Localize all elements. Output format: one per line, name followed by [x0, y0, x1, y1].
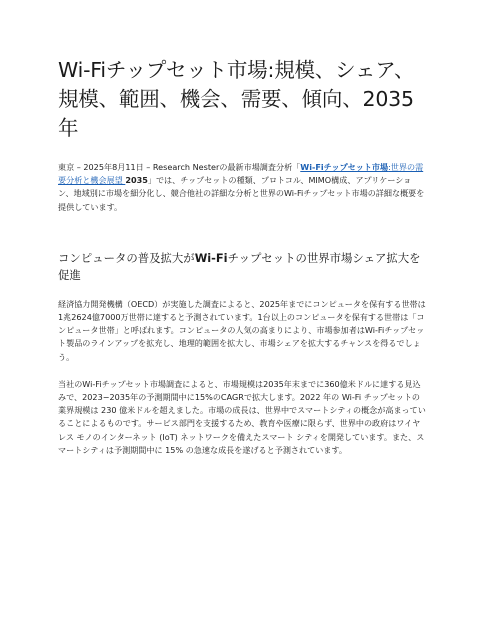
section-heading [58, 250, 426, 284]
lead-text-before: 東京 – 2025年8月11日 – Research Nesterの最新市場調査分析「 [58, 162, 301, 172]
lead-bold-year: 2035 [125, 175, 148, 186]
section-heading-part-1: コンピュータの普及拡大が [58, 250, 195, 265]
lead-paragraph [58, 161, 426, 214]
section-heading-bold: Wi-Fi [194, 250, 228, 265]
market-report-link[interactable]: Wi-Fiチップセット市場 [300, 162, 389, 172]
body-paragraph-1: 経済協力開発機構（OECD）が実施した調査によると、2025年までにコンピュータを保有する世帯は1兆2624億7000万世帯に達すると予測されています。1台以上のコンピュータを保有する世帯は「コンピュータ世帯」と呼ばれます。コンピュータの人気の高まりにより、市場参加者はWi-Fiチップセット製品のラインアップを拡充し、地理的範囲を拡大し、市場シェアを拡大するチャンスを得るでしょう。 [58, 298, 426, 362]
document-title: Wi-Fiチップセット市場:規模、シェア、規模、範囲、機会、需要、傾向、2035年 [58, 58, 415, 140]
body-paragraph-2: 当社のWi-Fiチップセット市場調査によると、市場規模は2035年末までに360億米ドルに達する見込みで、2023−2035年の予測期間中に15%のCAGRで拡大します。2022 年の Wi-Fi チップセットの業界規模は 230 億米ドルを超えました。市場の成長は、世界中でスマートシティの概念が高まっていることによるものです。サービス部門を支援するため、教育や医療に限らず、世界中の政府はワイヤレス モノのインターネット (IoT) ネットワークを備えたスマート シティを開発しています。また、スマートシティは予測期間中に 15% の急速な成長を遂げると予測されています。 [58, 378, 426, 455]
lead-text-after: 」では、チップセットの種類、プロトコル、MIMO構成、アプリケーション、地域別に市場を細分化し、競合他社の詳細な分析と世界のWi-Fiチップセット市場の詳細な概要を提供しています。 [58, 175, 425, 212]
section-heading-part-2: チップセットの世界市場シェア拡大を促進 [58, 250, 421, 282]
lead-link-continuation[interactable]: :世界の需要分析と機会展望 [58, 162, 424, 186]
